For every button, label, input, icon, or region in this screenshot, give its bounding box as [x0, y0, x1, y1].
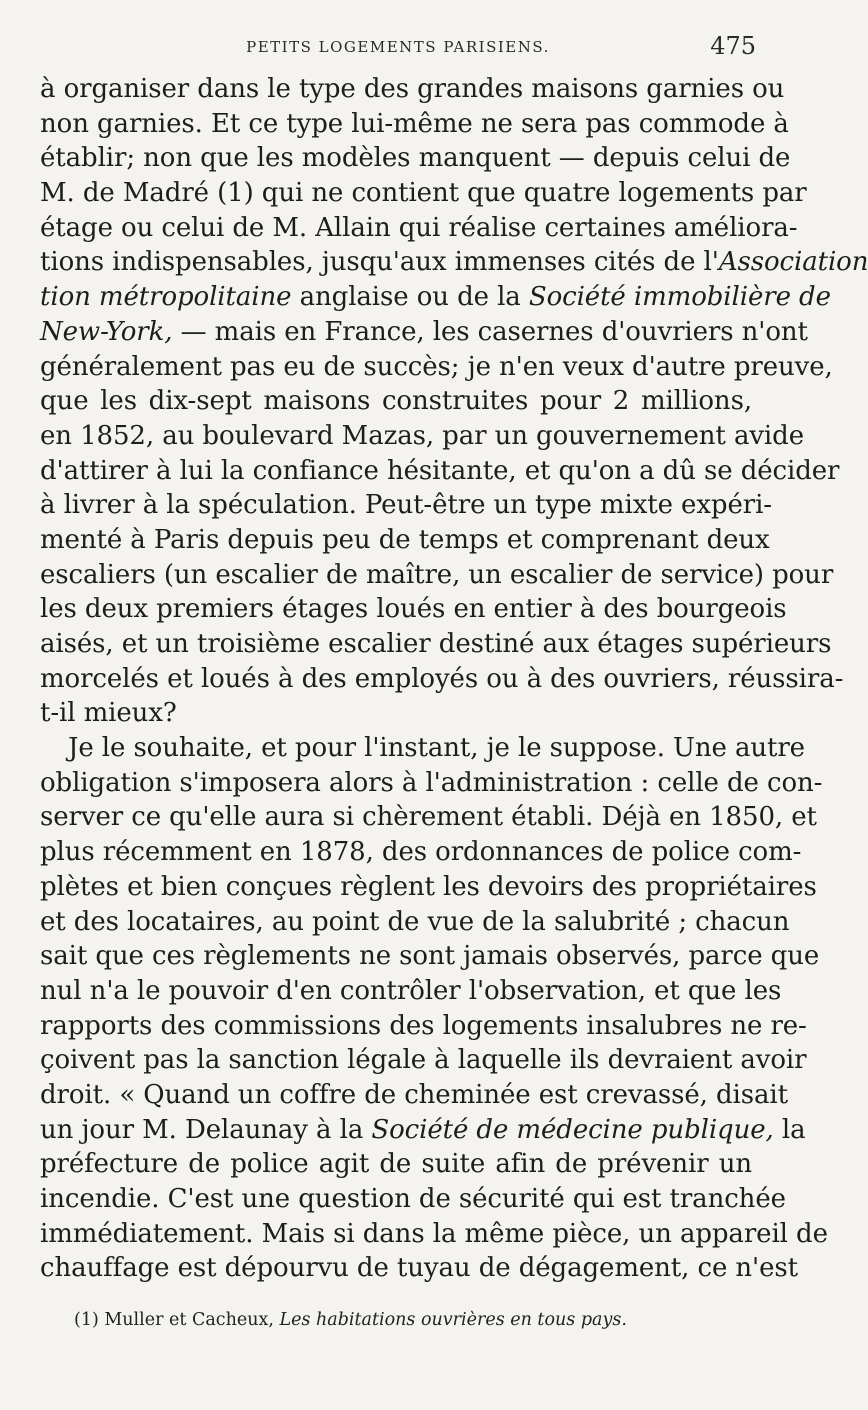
text-segment: anglaise ou de la — [291, 282, 529, 313]
text-line: sait que ces règlements ne sont jamais observés, parce que — [40, 941, 820, 972]
text-line: Je le souhaite, et pour l'instant, je le suppose. Une autre — [68, 733, 805, 764]
text-line: M. de Madré (1) qui ne contient que quatre logements par — [40, 178, 807, 209]
running-head — [40, 30, 756, 60]
text-line: préfecture de police agit de suite afin de prévenir un — [40, 1149, 752, 1180]
text-segment: la — [773, 1114, 806, 1145]
text-line: généralement pas eu de succès; je n'en veux d'autre preuve, — [40, 351, 833, 382]
text-line: plètes et bien conçues règlent les devoirs des propriétaires — [40, 871, 817, 902]
body-text — [40, 72, 868, 1286]
italic-segment: tion métropolitaine — [40, 282, 292, 313]
text-line — [40, 315, 808, 350]
text-line: immédiatement. Mais si dans la même pièce, un appareil de — [40, 1218, 828, 1249]
text-line: les deux premiers étages loués en entier à des bourgeois — [40, 594, 787, 625]
text-line — [40, 245, 868, 280]
text-segment: tions indispensables, jusqu'aux immenses cités de l' — [40, 247, 719, 278]
text-line: plus récemment en 1878, des ordonnances de police com- — [40, 837, 802, 868]
italic-segment: New-York, — [40, 316, 173, 347]
text-line: menté à Paris depuis peu de temps et comprenant deux — [40, 524, 770, 555]
text-line: d'attirer à lui la confiance hésitante, et qu'on a dû se décider — [40, 455, 840, 486]
italic-segment: Société immobilière de — [528, 282, 831, 313]
text-line: droit. « Quand un coffre de cheminée est crevassé, disait — [40, 1079, 788, 1110]
text-line: à organiser dans le type des grandes maisons garnies ou — [40, 74, 785, 104]
header-title: PETITS LOGEMENTS PARISIENS. — [246, 38, 550, 56]
text-line: t-il mieux? — [40, 698, 177, 729]
italic-segment: Société de médecine publique, — [371, 1114, 774, 1145]
footnote-text: (1) Muller et Cacheux, — [74, 1310, 280, 1330]
text-line: à livrer à la spéculation. Peut-être un type mixte expéri- — [40, 490, 772, 521]
text-segment: un jour M. Delaunay à la — [40, 1114, 372, 1145]
text-line: çoivent pas la sanction légale à laquelle ils devraient avoir — [40, 1045, 807, 1076]
text-line — [40, 280, 831, 315]
text-line: rapports des commissions des logements insalubres ne re- — [40, 1010, 807, 1041]
text-line: chauffage est dépourvu de tuyau de dégagement, ce n'est — [40, 1253, 798, 1284]
text-line: établir; non que les modèles manquent — depuis celui de — [40, 143, 791, 174]
italic-segment: Association — [718, 247, 868, 278]
footnote-italic: Les habitations ouvrières en tous pays. — [279, 1310, 627, 1330]
text-line: server ce qu'elle aura si chèrement établi. Déjà en 1850, et — [40, 802, 817, 833]
text-line — [40, 1113, 806, 1148]
text-line: non garnies. Et ce type lui-même ne sera pas commode à — [40, 108, 789, 139]
text-line: que les dix-sept maisons construites pour 2 millions, — [40, 386, 752, 417]
text-line: en 1852, au boulevard Mazas, par un gouvernement avide — [40, 420, 804, 451]
text-line: nul n'a le pouvoir d'en contrôler l'observation, et que les — [40, 975, 782, 1006]
text-line: étage ou celui de M. Allain qui réalise certaines améliora- — [40, 212, 798, 243]
text-line: obligation s'imposera alors à l'administration : celle de con- — [40, 767, 823, 798]
text-line: aisés, et un troisième escalier destiné aux étages supérieurs — [40, 629, 832, 659]
text-line: incendie. C'est une question de sécurité qui est tranchée — [40, 1184, 786, 1214]
page-number: 475 — [710, 32, 756, 60]
footnote — [74, 1308, 627, 1332]
text-line: escaliers (un escalier de maître, un escalier de service) pour — [40, 559, 834, 590]
text-line: morcelés et loués à des employés ou à des ouvriers, réussira- — [40, 663, 844, 694]
text-line: et des locataires, au point de vue de la salubrité ; chacun — [40, 906, 790, 937]
text-segment: — mais en France, les casernes d'ouvriers n'ont — [172, 316, 808, 347]
